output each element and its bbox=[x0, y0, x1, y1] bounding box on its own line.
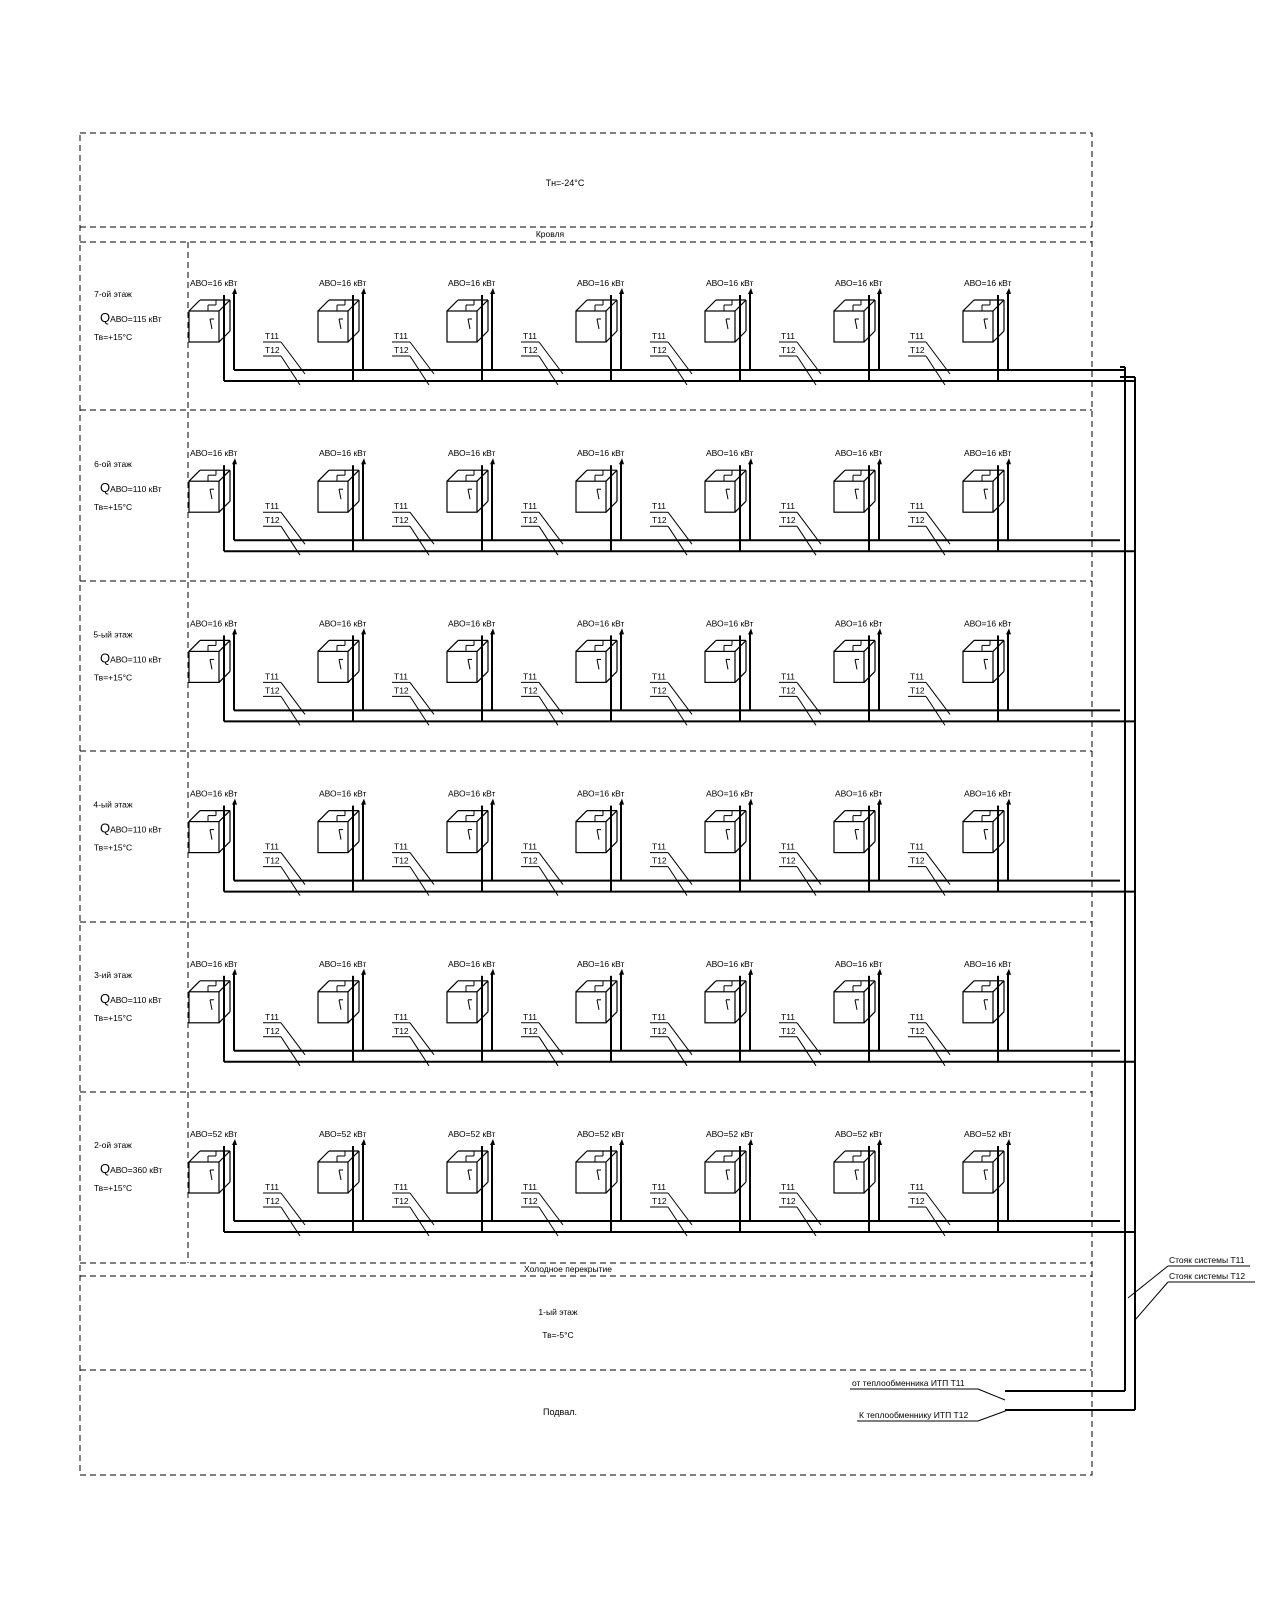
air-heater-unit bbox=[447, 448, 563, 555]
unit-power-label: АВО=16 кВт bbox=[448, 618, 496, 629]
floor-title: 7-ой этаж bbox=[94, 289, 132, 299]
air-heater-unit bbox=[447, 1129, 563, 1236]
air-vent-icon bbox=[748, 458, 753, 464]
supply-pipe-label: Т11 bbox=[394, 1182, 409, 1192]
air-vent-icon bbox=[232, 969, 237, 975]
air-heater-unit bbox=[447, 789, 563, 896]
air-heater-unit bbox=[963, 448, 1012, 551]
air-heater-unit bbox=[447, 278, 563, 385]
unit-power-label: АВО=16 кВт bbox=[319, 958, 367, 969]
floor-temp: Тв=+15°С bbox=[93, 1012, 133, 1023]
air-vent-icon bbox=[877, 1139, 882, 1145]
unit-power-label: АВО=16 кВт bbox=[964, 788, 1012, 799]
unit-power-label: АВО=16 кВт bbox=[835, 448, 883, 459]
air-heater-unit bbox=[963, 1129, 1012, 1232]
supply-pipe-label: Т11 bbox=[652, 501, 667, 512]
air-vent-icon bbox=[232, 799, 237, 805]
air-heater-unit bbox=[576, 959, 692, 1066]
riser-t11-label: Стояк системы Т11 bbox=[1169, 1255, 1245, 1265]
air-vent-icon bbox=[361, 969, 366, 975]
unit-front bbox=[705, 651, 735, 682]
air-heater-unit bbox=[705, 959, 821, 1066]
air-heater-unit bbox=[576, 789, 692, 896]
supply-pipe-label: Т11 bbox=[781, 841, 796, 852]
air-heater-unit bbox=[447, 959, 563, 1066]
unit-power-label: АВО=16 кВт bbox=[448, 278, 496, 288]
unit-front bbox=[834, 481, 864, 512]
return-pipe-label: Т12 bbox=[781, 685, 796, 696]
supply-pipe-label: Т11 bbox=[265, 331, 280, 341]
air-vent-icon bbox=[619, 969, 624, 975]
supply-pipe-label: Т11 bbox=[910, 841, 925, 852]
air-vent-icon bbox=[877, 458, 882, 464]
air-heater-unit bbox=[189, 959, 305, 1066]
supply-pipe-label: Т11 bbox=[523, 331, 538, 341]
floor-title: 3-ий этаж bbox=[94, 969, 132, 980]
outdoor-temp-label: Тн=-24°С bbox=[545, 178, 585, 188]
unit-power-label: АВО=16 кВт bbox=[964, 448, 1012, 459]
air-vent-icon bbox=[748, 1139, 753, 1145]
air-vent-icon bbox=[877, 628, 882, 634]
supply-pipe-label: Т11 bbox=[652, 841, 667, 852]
air-heater-unit bbox=[576, 448, 692, 555]
supply-pipe-label: Т11 bbox=[523, 1011, 538, 1022]
roof-label: Кровля bbox=[535, 229, 565, 239]
supply-pipe-label: Т11 bbox=[781, 331, 796, 341]
air-vent-icon bbox=[490, 628, 495, 634]
air-vent-icon bbox=[619, 628, 624, 634]
air-heater-unit bbox=[834, 618, 950, 725]
unit-front bbox=[447, 1162, 477, 1193]
unit-power-label: АВО=52 кВт bbox=[448, 1129, 496, 1139]
air-vent-icon bbox=[748, 799, 753, 805]
supply-pipe-label: Т11 bbox=[265, 671, 280, 682]
unit-front bbox=[834, 822, 864, 853]
air-vent-icon bbox=[490, 288, 495, 294]
unit-power-label: АВО=16 кВт bbox=[706, 958, 754, 969]
return-pipe-label: Т12 bbox=[652, 685, 667, 696]
air-vent-icon bbox=[748, 969, 753, 975]
unit-front bbox=[705, 481, 735, 512]
return-pipe-label: Т12 bbox=[781, 1025, 796, 1036]
return-pipe-label: Т12 bbox=[652, 1025, 667, 1036]
supply-pipe-label: Т11 bbox=[394, 1011, 409, 1022]
air-heater-unit bbox=[834, 789, 950, 896]
floor-heat-load: QАВО=110 кВт bbox=[100, 820, 162, 836]
unit-front bbox=[189, 822, 219, 853]
supply-pipe-label: Т11 bbox=[652, 1011, 667, 1022]
air-vent-icon bbox=[232, 458, 237, 464]
air-vent-icon bbox=[490, 1139, 495, 1145]
floor-temp: Тв=+15°С bbox=[93, 672, 133, 683]
air-heater-unit bbox=[576, 1129, 692, 1236]
unit-power-label: АВО=16 кВт bbox=[577, 448, 625, 459]
return-pipe-label: Т12 bbox=[910, 855, 925, 866]
air-vent-icon bbox=[877, 799, 882, 805]
air-vent-icon bbox=[232, 1139, 237, 1145]
floor-3 bbox=[94, 959, 1135, 1066]
floor-temp: Тв=+15°С bbox=[93, 842, 133, 853]
air-vent-icon bbox=[748, 628, 753, 634]
riser-t12-label: Стояк системы Т12 bbox=[1169, 1271, 1246, 1281]
air-heater-unit bbox=[318, 278, 434, 385]
return-pipe-label: Т12 bbox=[781, 855, 796, 866]
unit-front bbox=[963, 822, 993, 853]
return-pipe-label: Т12 bbox=[265, 515, 280, 526]
air-heater-unit bbox=[189, 618, 305, 725]
return-pipe-label: Т12 bbox=[523, 855, 538, 866]
unit-front bbox=[705, 992, 735, 1023]
air-heater-unit bbox=[834, 1129, 950, 1236]
supply-pipe-label: Т11 bbox=[394, 501, 409, 512]
supply-pipe-label: Т11 bbox=[910, 1011, 925, 1022]
air-vent-icon bbox=[877, 969, 882, 975]
supply-pipe-label: Т11 bbox=[652, 331, 667, 341]
floor-4 bbox=[93, 789, 1135, 896]
air-heater-unit bbox=[834, 959, 950, 1066]
air-vent-icon bbox=[361, 628, 366, 634]
unit-power-label: АВО=16 кВт bbox=[190, 448, 238, 459]
supply-pipe-label: Т11 bbox=[781, 1182, 796, 1192]
unit-front bbox=[318, 311, 348, 342]
air-heater-unit bbox=[189, 278, 305, 385]
itp-from-label: от теплообменника ИТП Т11 bbox=[852, 1378, 965, 1388]
unit-power-label: АВО=16 кВт bbox=[319, 788, 367, 799]
return-pipe-label: Т12 bbox=[394, 855, 409, 866]
cold-floor-label: Холодное перекрытие bbox=[524, 1264, 612, 1274]
air-vent-icon bbox=[619, 1139, 624, 1145]
return-pipe-label: Т12 bbox=[394, 1196, 409, 1206]
unit-power-label: АВО=52 кВт bbox=[319, 1129, 367, 1139]
supply-pipe-label: Т11 bbox=[652, 671, 667, 682]
return-pipe-label: Т12 bbox=[781, 1196, 796, 1206]
unit-power-label: АВО=16 кВт bbox=[319, 448, 367, 459]
return-pipe-label: Т12 bbox=[523, 515, 538, 526]
supply-pipe-label: Т11 bbox=[265, 841, 280, 852]
unit-front bbox=[963, 311, 993, 342]
unit-power-label: АВО=16 кВт bbox=[448, 788, 496, 799]
air-vent-icon bbox=[1006, 1139, 1011, 1145]
itp-to-label: К теплообменнику ИТП Т12 bbox=[859, 1410, 969, 1420]
return-pipe-label: Т12 bbox=[523, 1196, 538, 1206]
return-pipe-label: Т12 bbox=[652, 855, 667, 866]
unit-front bbox=[705, 311, 735, 342]
return-pipe-label: Т12 bbox=[394, 345, 409, 355]
unit-power-label: АВО=16 кВт bbox=[964, 278, 1012, 288]
supply-pipe-label: Т11 bbox=[523, 841, 538, 852]
unit-front bbox=[834, 651, 864, 682]
unit-power-label: АВО=16 кВт bbox=[448, 958, 496, 969]
unit-front bbox=[189, 651, 219, 682]
floor-title: 6-ой этаж bbox=[94, 459, 132, 470]
unit-front bbox=[447, 822, 477, 853]
unit-front bbox=[447, 481, 477, 512]
supply-pipe-label: Т11 bbox=[523, 501, 538, 512]
unit-front bbox=[834, 311, 864, 342]
supply-pipe-label: Т11 bbox=[910, 1182, 925, 1192]
unit-power-label: АВО=16 кВт bbox=[706, 278, 754, 288]
air-heater-unit bbox=[189, 1129, 305, 1236]
unit-front bbox=[447, 651, 477, 682]
air-vent-icon bbox=[619, 458, 624, 464]
unit-front bbox=[576, 1162, 606, 1193]
supply-pipe-label: Т11 bbox=[910, 331, 925, 341]
floor-title: 5-ый этаж bbox=[93, 629, 133, 640]
floor-5 bbox=[93, 618, 1135, 725]
unit-power-label: АВО=16 кВт bbox=[835, 788, 883, 799]
air-heater-unit bbox=[447, 618, 563, 725]
return-pipe-label: Т12 bbox=[910, 345, 925, 355]
return-pipe-label: Т12 bbox=[781, 515, 796, 526]
unit-front bbox=[705, 822, 735, 853]
air-vent-icon bbox=[619, 288, 624, 294]
unit-front bbox=[963, 651, 993, 682]
basement-label: Подвал. bbox=[543, 1407, 577, 1417]
air-vent-icon bbox=[1006, 458, 1011, 464]
air-heater-unit bbox=[318, 448, 434, 555]
return-pipe-label: Т12 bbox=[265, 855, 280, 866]
unit-power-label: АВО=16 кВт bbox=[835, 958, 883, 969]
floor-heat-load: QАВО=110 кВт bbox=[100, 480, 162, 496]
floor-title: 4-ый этаж bbox=[93, 799, 133, 810]
floor-heat-load: QАВО=110 кВт bbox=[100, 990, 162, 1006]
unit-front bbox=[189, 311, 219, 342]
return-pipe-label: Т12 bbox=[265, 685, 280, 696]
air-heater-unit bbox=[963, 278, 1012, 381]
air-heater-unit bbox=[963, 959, 1012, 1062]
air-heater-unit bbox=[318, 959, 434, 1066]
air-heater-unit bbox=[834, 448, 950, 555]
unit-front bbox=[576, 992, 606, 1023]
unit-power-label: АВО=16 кВт bbox=[448, 448, 496, 459]
unit-front bbox=[318, 822, 348, 853]
supply-pipe-label: Т11 bbox=[781, 501, 796, 512]
unit-front bbox=[576, 651, 606, 682]
unit-power-label: АВО=16 кВт bbox=[577, 958, 625, 969]
main-risers bbox=[1005, 367, 1135, 1410]
air-heater-unit bbox=[318, 618, 434, 725]
air-vent-icon bbox=[361, 288, 366, 294]
return-pipe-label: Т12 bbox=[265, 1196, 280, 1206]
air-vent-icon bbox=[748, 288, 753, 294]
air-vent-icon bbox=[1006, 799, 1011, 805]
unit-power-label: АВО=16 кВт bbox=[706, 788, 754, 799]
unit-power-label: АВО=16 кВт bbox=[964, 958, 1012, 969]
air-heater-unit bbox=[963, 789, 1012, 892]
unit-power-label: АВО=16 кВт bbox=[190, 618, 238, 629]
unit-front bbox=[576, 311, 606, 342]
supply-pipe-label: Т11 bbox=[265, 1182, 280, 1192]
floor-title: 2-ой этаж bbox=[94, 1140, 132, 1150]
return-pipe-label: Т12 bbox=[910, 1025, 925, 1036]
return-pipe-label: Т12 bbox=[910, 685, 925, 696]
unit-front bbox=[576, 822, 606, 853]
floor-1-title: 1-ый этаж bbox=[538, 1307, 578, 1317]
unit-front bbox=[576, 481, 606, 512]
unit-power-label: АВО=16 кВт bbox=[835, 618, 883, 629]
return-pipe-label: Т12 bbox=[394, 515, 409, 526]
supply-pipe-label: Т11 bbox=[910, 501, 925, 512]
air-vent-icon bbox=[490, 799, 495, 805]
air-heater-unit bbox=[318, 789, 434, 896]
floor-heat-load: QАВО=360 кВт bbox=[100, 1161, 163, 1176]
supply-pipe-label: Т11 bbox=[523, 671, 538, 682]
unit-front bbox=[318, 481, 348, 512]
supply-pipe-label: Т11 bbox=[265, 501, 280, 512]
supply-pipe-label: Т11 bbox=[910, 671, 925, 682]
return-pipe-label: Т12 bbox=[523, 1025, 538, 1036]
supply-pipe-label: Т11 bbox=[394, 841, 409, 852]
unit-front bbox=[189, 481, 219, 512]
unit-front bbox=[318, 1162, 348, 1193]
floor-temp: Тв=+15°С bbox=[93, 502, 133, 513]
unit-power-label: АВО=16 кВт bbox=[190, 958, 238, 969]
air-heater-unit bbox=[705, 618, 821, 725]
unit-power-label: АВО=16 кВт bbox=[190, 788, 238, 799]
air-vent-icon bbox=[1006, 288, 1011, 294]
air-heater-unit bbox=[189, 448, 305, 555]
unit-power-label: АВО=16 кВт bbox=[577, 278, 625, 288]
unit-front bbox=[318, 651, 348, 682]
air-vent-icon bbox=[1006, 628, 1011, 634]
supply-pipe-label: Т11 bbox=[265, 1011, 280, 1022]
air-vent-icon bbox=[361, 1139, 366, 1145]
air-heater-unit bbox=[576, 278, 692, 385]
unit-front bbox=[189, 1162, 219, 1193]
floor-6 bbox=[94, 448, 1135, 555]
supply-pipe-label: Т11 bbox=[523, 1182, 538, 1192]
unit-power-label: АВО=16 кВт bbox=[190, 278, 238, 288]
unit-power-label: АВО=52 кВт bbox=[835, 1129, 883, 1139]
unit-front bbox=[447, 992, 477, 1023]
floor-1-temp: Тв=-5°С bbox=[542, 1330, 574, 1340]
unit-power-label: АВО=16 кВт bbox=[706, 448, 754, 459]
air-vent-icon bbox=[877, 288, 882, 294]
supply-pipe-label: Т11 bbox=[394, 671, 409, 682]
air-vent-icon bbox=[619, 799, 624, 805]
unit-front bbox=[705, 1162, 735, 1193]
return-pipe-label: Т12 bbox=[523, 345, 538, 355]
air-vent-icon bbox=[1006, 969, 1011, 975]
air-heater-unit bbox=[705, 278, 821, 385]
air-heater-unit bbox=[576, 618, 692, 725]
floor-heat-load: QАВО=115 кВт bbox=[100, 310, 162, 325]
supply-pipe-label: Т11 bbox=[781, 1011, 796, 1022]
return-pipe-label: Т12 bbox=[652, 345, 667, 355]
return-pipe-label: Т12 bbox=[265, 1025, 280, 1036]
floor-temp: Тв=+15°С bbox=[93, 1183, 133, 1193]
unit-front bbox=[834, 1162, 864, 1193]
unit-front bbox=[189, 992, 219, 1023]
unit-power-label: АВО=16 кВт bbox=[577, 788, 625, 799]
supply-pipe-label: Т11 bbox=[781, 671, 796, 682]
unit-front bbox=[447, 311, 477, 342]
floor-heat-load: QАВО=110 кВт bbox=[100, 650, 162, 666]
air-heater-unit bbox=[189, 789, 305, 896]
floor-7 bbox=[94, 278, 1135, 385]
supply-pipe-label: Т11 bbox=[394, 331, 409, 341]
air-vent-icon bbox=[232, 288, 237, 294]
unit-power-label: АВО=52 кВт bbox=[706, 1129, 754, 1139]
unit-power-label: АВО=16 кВт bbox=[319, 618, 367, 629]
return-pipe-label: Т12 bbox=[910, 1196, 925, 1206]
air-heater-unit bbox=[834, 278, 950, 385]
unit-power-label: АВО=16 кВт bbox=[964, 618, 1012, 629]
return-pipe-label: Т12 bbox=[781, 345, 796, 355]
return-pipe-label: Т12 bbox=[910, 515, 925, 526]
unit-front bbox=[963, 992, 993, 1023]
unit-front bbox=[834, 992, 864, 1023]
return-pipe-label: Т12 bbox=[394, 1025, 409, 1036]
air-heater-unit bbox=[705, 1129, 821, 1236]
return-pipe-label: Т12 bbox=[265, 345, 280, 355]
return-pipe-label: Т12 bbox=[523, 685, 538, 696]
air-vent-icon bbox=[361, 799, 366, 805]
unit-front bbox=[318, 992, 348, 1023]
return-pipe-label: Т12 bbox=[394, 685, 409, 696]
air-vent-icon bbox=[490, 458, 495, 464]
unit-power-label: АВО=52 кВт bbox=[964, 1129, 1012, 1139]
return-pipe-label: Т12 bbox=[652, 515, 667, 526]
air-heater-unit bbox=[963, 618, 1012, 721]
air-heater-unit bbox=[705, 448, 821, 555]
air-vent-icon bbox=[232, 628, 237, 634]
unit-power-label: АВО=52 кВт bbox=[577, 1129, 625, 1139]
air-heater-unit bbox=[705, 789, 821, 896]
supply-pipe-label: Т11 bbox=[652, 1182, 667, 1192]
unit-power-label: АВО=52 кВт bbox=[190, 1129, 238, 1139]
air-heater-unit bbox=[318, 1129, 434, 1236]
unit-front bbox=[963, 481, 993, 512]
air-vent-icon bbox=[490, 969, 495, 975]
unit-power-label: АВО=16 кВт bbox=[319, 278, 367, 288]
return-pipe-label: Т12 bbox=[652, 1196, 667, 1206]
unit-power-label: АВО=16 кВт bbox=[706, 618, 754, 629]
air-vent-icon bbox=[361, 458, 366, 464]
floor-temp: Тв=+15°С bbox=[93, 332, 133, 342]
unit-power-label: АВО=16 кВт bbox=[577, 618, 625, 629]
unit-power-label: АВО=16 кВт bbox=[835, 278, 883, 288]
unit-front bbox=[963, 1162, 993, 1193]
floor-2 bbox=[94, 1129, 1135, 1236]
